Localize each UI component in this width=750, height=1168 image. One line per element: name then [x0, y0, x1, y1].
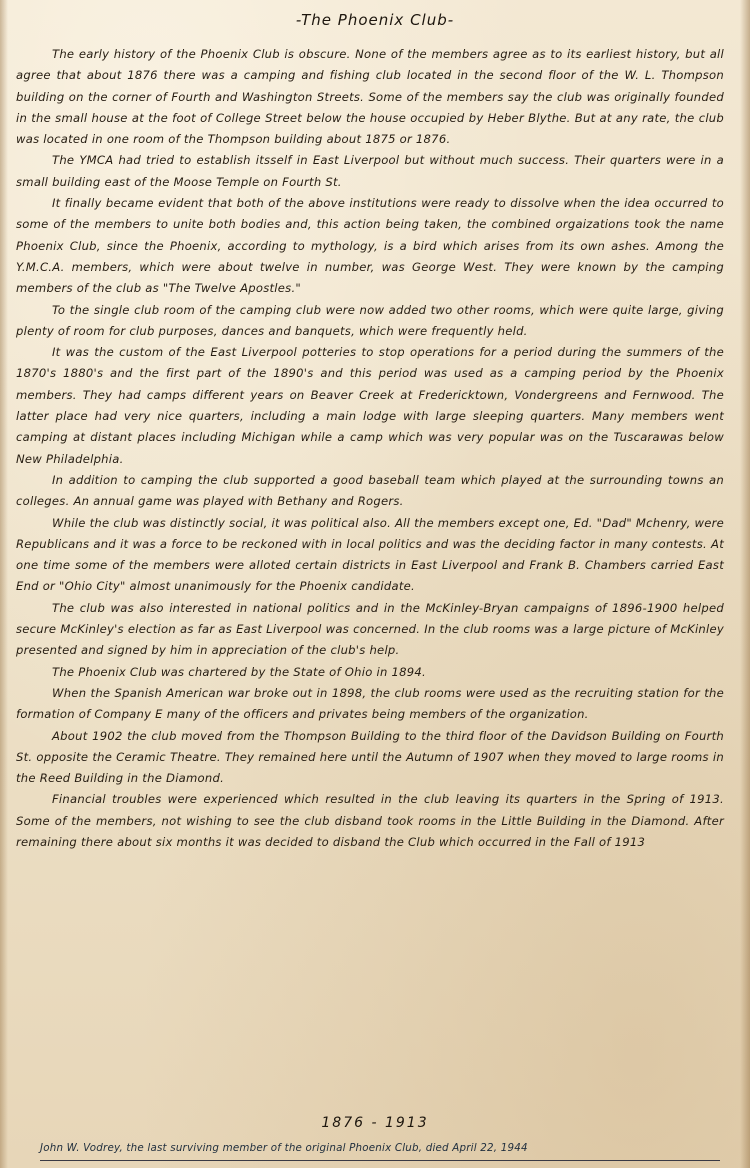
paper-edge-left	[0, 0, 8, 1168]
document-body	[16, 44, 724, 853]
paragraph-ymca: The YMCA had tried to establish itsself in East Liverpool but without much success. Their quarters were in a small building east of the Moose Temple on Fourth St.	[16, 153, 724, 189]
paragraph-baseball: In addition to camping the club supported a good baseball team which played at the surrounding towns an colleges. An annual game was played with Bethany and Rogers.	[16, 472, 724, 509]
paragraph-disbanding: Financial troubles were experienced which resulted in the club leaving its quarters in the Spring of 1913. Some of the members, not wishing to see the club disband took rooms in the Little Building in the Diamond. After remaining there about six months it was decided to disband the Club which occurred in the Fall of 1913	[16, 792, 724, 849]
paragraph-early-history: The early history of the Phoenix Club is obscure. None of the members agree as to its earliest history, but all agree that about 1876 there was a camping and fishing club located in the second floor of the W. L. Thompson building on the corner of Fourth and Washington Streets. Some of the members say the club was originally founded in the small house at the foot of College Street below the house occupied by Heber Blythe. But at any rate, the club was located in one room of the Thompson building about 1875 or 1876.	[16, 47, 724, 147]
paragraph-club-rooms: To the single club room of the camping club were now added two other rooms, which were quite large, giving plenty of room for club purposes, dances and banquets, which were frequently held.	[16, 302, 724, 338]
paragraph-national-politics: The club was also interested in national politics and in the McKinley-Bryan campaigns of 1896-1900 helped secure McKinley's election as far as East Liverpool was concerned. In the club rooms was a large picture of McKinley presented and signed by him in appreciation of the club's help.	[16, 600, 724, 658]
date-range: 1876 - 1913	[321, 1115, 429, 1131]
paper-edge-right	[740, 0, 750, 1168]
paragraph-merger: It finally became evident that both of the above institutions were ready to dissolve when the idea occurred to some of the members to unite both bodies and, this action being taken, the combined orgaizations took the name Phoenix Club, since the Phoenix, according to mythology, is a bird which arises from its own ashes. Among the Y.M.C.A. members, which were about twelve in number, was George West. They were known by the camping members of the club as "The Twelve Apostles."	[16, 196, 724, 296]
paragraph-spanish-american-war: When the Spanish American war broke out in 1898, the club rooms were used as the recruiting station for the formation of Company E many of the officers and privates being members of the organization.	[16, 685, 724, 722]
footnote-underline	[40, 1160, 720, 1161]
paragraph-local-politics: While the club was distinctly social, it was political also. All the members except one, Ed. "Dad" Mchenry, were Republicans and it was a force to be reckoned with in local politics and was the deciding factor in many contests. At one time some of the members were alloted certain districts in East Liverpool and Frank B. Chambers carried East End or "Ohio City" almost unanimously for the Phoenix candidate.	[16, 515, 724, 594]
paragraph-camping: It was the custom of the East Liverpool potteries to stop operations for a period during the summers of the 1870's 1880's and the first part of the 1890's and this period was used as a camping period by the Phoenix members. They had camps different years on Beaver Creek at Fredericktown, Vondergreens and Fernwood. The latter place had very nice quarters, including a main lodge with large sleeping quarters. Many members went camping at distant places including Michigan while a camp which was very popular was on the Tuscarawas below New Philadelphia.	[16, 345, 724, 466]
footnote: John W. Vodrey, the last surviving member of the original Phoenix Club, died April 22, 1944	[40, 1142, 528, 1154]
paragraph-relocations: About 1902 the club moved from the Thompson Building to the third floor of the Davidson Building on Fourth St. opposite the Ceramic Theatre. They remained here until the Autumn of 1907 when they moved to large rooms in the Reed Building in the Diamond.	[16, 728, 724, 786]
page-title: -The Phoenix Club-	[295, 11, 455, 29]
paragraph-charter: The Phoenix Club was chartered by the State of Ohio in 1894.	[52, 664, 426, 679]
